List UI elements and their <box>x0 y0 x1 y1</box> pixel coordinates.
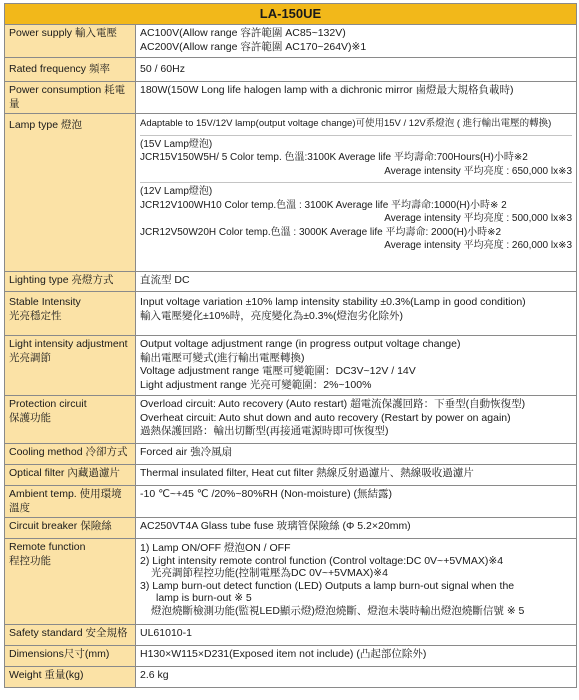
value-stable-intensity <box>136 292 577 336</box>
power-supply-line: AC100V(Allow range 容許範圍 AC85~132V) <box>140 27 346 39</box>
value-safety-standard: UL61010-1 <box>136 625 577 646</box>
stable-intensity-line: Input voltage variation ±10% lamp intensity stability ±0.3%(Lamp in good condition) <box>140 296 526 308</box>
label-light-intensity-adjustment <box>5 336 136 396</box>
protection-line: Overload circuit: Auto recovery (Auto restart) 超電流保護回路：下垂型(自動恢復型) <box>140 398 526 410</box>
value-lamp-type <box>136 114 577 272</box>
label-safety-standard: Safety standard 安全規格 <box>5 625 136 646</box>
lamp-intro-text: Adaptable to 15V/12V lamp(output voltage change)可使用15V / 12V系燈泡 ( 進行輸出電壓的轉換) <box>140 118 552 129</box>
label-weight: Weight 重量(kg) <box>5 667 136 688</box>
model-title: LA-150UE <box>5 4 577 25</box>
lamp-spec: JCR12V50W20H Color temp.色溫 : 3000K Average life 平均壽命: 2000(H)小時※2 <box>140 226 502 238</box>
row-circuit-breaker <box>5 518 577 539</box>
lamp-spec: JCR15V150W5H/ 5 Color temp. 色溫:3100K Average life 平均壽命:700Hours(H)小時※2 <box>140 152 528 163</box>
label-rated-frequency: Rated frequency 頻率 <box>5 58 136 82</box>
label-circuit-breaker: Circuit breaker 保險絲 <box>5 518 136 539</box>
lamp-group-header: (12V Lamp燈泡) <box>140 186 213 197</box>
label-line: 光亮穩定性 <box>9 309 62 322</box>
protection-line: 過熱保護回路：輸出切斷型(再接通電源時即可恢復型) <box>140 425 389 437</box>
value-circuit-breaker: AC250VT4A Glass tube fuse 玻璃管保險絲 (Φ 5.2×20mm) <box>136 518 577 539</box>
label-line: 程控功能 <box>9 554 51 567</box>
lamp-intensity: Average intensity 平均亮度 : 260,000 lx※3 <box>384 240 573 251</box>
label-protection-circuit <box>5 396 136 444</box>
row-protection-circuit <box>5 396 577 444</box>
adjustment-line: Output voltage adjustment range (in progress output voltage change) <box>140 338 461 350</box>
row-power-consumption <box>5 82 577 114</box>
label-optical-filter: Optical filter 內藏過濾片 <box>5 465 136 486</box>
row-optical-filter <box>5 465 577 486</box>
row-cooling-method <box>5 444 577 465</box>
row-power-supply <box>5 25 577 58</box>
lamp-group-12v <box>140 183 572 257</box>
value-light-intensity-adjustment <box>136 336 577 396</box>
title-row <box>5 4 577 25</box>
lamp-group-header: (15V Lamp燈泡) <box>140 138 213 150</box>
value-remote-function <box>136 539 577 625</box>
remote-line: 燈泡燒斷檢測功能(監視LED顯示燈)燈泡燒斷、燈泡未裝時輸出燈泡燒斷信號 ※ 5 <box>151 604 525 617</box>
remote-line: 光亮調節程控功能(控制電壓為DC 0V~+5VMAX)※4 <box>151 567 388 579</box>
stable-intensity-line: 輸入電壓變化±10%時，亮度變化為±0.3%(燈泡劣化除外) <box>140 309 403 322</box>
label-cooling-method: Cooling method 冷卻方式 <box>5 444 136 465</box>
value-lighting-type: 直流型 DC <box>136 272 577 292</box>
remote-line: lamp is burn-out ※ 5 <box>156 592 252 604</box>
value-power-supply <box>136 25 577 58</box>
label-line: Protection circuit <box>9 398 87 410</box>
lamp-intro <box>140 117 572 136</box>
label-lamp-type: Lamp type 燈泡 <box>5 114 136 272</box>
label-power-supply: Power supply 輸入電壓 <box>5 25 136 58</box>
value-ambient-temp: -10 ℃~+45 ℃ /20%~80%RH (Non-moisture) (無結露) <box>136 486 577 518</box>
value-protection-circuit <box>136 396 577 444</box>
lamp-intensity: Average intensity 平均亮度 : 650,000 lx※3 <box>384 165 573 177</box>
label-line: 保護功能 <box>9 411 51 424</box>
row-safety-standard <box>5 625 577 646</box>
label-line: Remote function <box>9 541 86 553</box>
value-cooling-method: Forced air 強冷風扇 <box>136 444 577 465</box>
value-optical-filter: Thermal insulated filter, Heat cut filter 熱線反射過濾片、熱線吸收過濾片 <box>136 465 577 486</box>
row-ambient-temp <box>5 486 577 518</box>
label-line: 光亮調節 <box>9 351 51 364</box>
remote-line: 1) Lamp ON/OFF 燈泡ON / OFF <box>140 542 291 554</box>
label-dimensions: Dimensions尺寸(mm) <box>5 646 136 667</box>
protection-line: Overheat circuit: Auto shut down and auto recovery (Restart by power on again) <box>140 411 511 424</box>
value-dimensions: H130×W115×D231(Exposed item not include) (凸起部位除外) <box>136 646 577 667</box>
lamp-group-15v <box>140 136 572 184</box>
row-weight <box>5 667 577 688</box>
row-lamp-type <box>5 114 577 272</box>
row-remote-function <box>5 539 577 625</box>
label-power-consumption: Power consumption 耗電量 <box>5 82 136 114</box>
row-dimensions <box>5 646 577 667</box>
spec-table <box>4 3 577 688</box>
label-remote-function <box>5 539 136 625</box>
remote-line: 2) Light intensity remote control function (Control voltage:DC 0V~+5VMAX)※4 <box>140 554 504 567</box>
adjustment-line: 輸出電壓可變式(進行輸出電壓轉換) <box>140 351 305 364</box>
label-line: Light intensity adjustment <box>9 338 128 350</box>
label-lighting-type: Lighting type 亮燈方式 <box>5 272 136 292</box>
value-rated-frequency: 50 / 60Hz <box>136 58 577 82</box>
row-light-intensity-adjustment <box>5 336 577 396</box>
label-line: Stable Intensity <box>9 296 81 308</box>
lamp-intensity: Average intensity 平均亮度 : 500,000 lx※3 <box>384 213 573 224</box>
value-power-consumption: 180W(150W Long life halogen lamp with a dichronic mirror 鹵燈最大規格負載時) <box>136 82 577 114</box>
power-supply-line: AC200V(Allow range 容許範圍 AC170~264V)※1 <box>140 40 367 53</box>
adjustment-line: Voltage adjustment range 電壓可變範圍：DC3V~12V / 14V <box>140 365 416 377</box>
row-rated-frequency <box>5 58 577 82</box>
row-lighting-type <box>5 272 577 292</box>
value-weight: 2.6 kg <box>136 667 577 688</box>
lamp-spec: JCR12V100WH10 Color temp.色溫 : 3100K Average life 平均壽命:1000(H)小時※ 2 <box>140 199 507 211</box>
row-stable-intensity <box>5 292 577 336</box>
remote-line: 3) Lamp burn-out detect function (LED) Outputs a lamp burn-out signal when the <box>140 579 515 592</box>
adjustment-line: Light adjustment range 光亮可變範圍：2%~100% <box>140 378 372 391</box>
label-ambient-temp: Ambient temp. 使用環境溫度 <box>5 486 136 518</box>
label-stable-intensity <box>5 292 136 336</box>
